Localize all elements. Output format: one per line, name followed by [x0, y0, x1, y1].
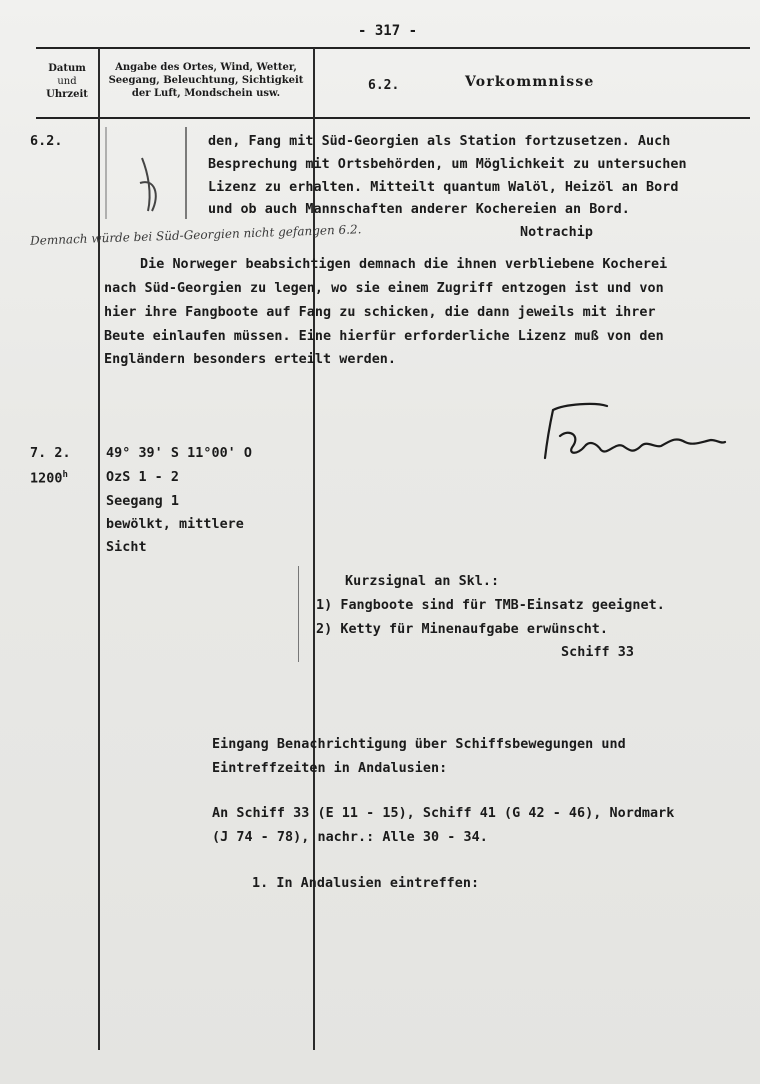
header-top-rule	[36, 47, 750, 49]
handwritten-note: Demnach würde bei Süd-Georgien nicht gefangen 6.2.	[29, 222, 362, 248]
header-datum-cell	[38, 62, 96, 101]
entry1-para2-line3: hier ihre Fangboote auf Fang zu schicken, die dann jeweils mit ihrer	[104, 305, 656, 320]
header-angabe-line2: Seegang, Beleuchtung, Sichtigkeit	[108, 75, 304, 86]
signal-item-2: 2) Ketty für Minenaufgabe erwünscht.	[316, 622, 609, 637]
entry1-line3: Lizenz zu erhalten. Mitteilt quantum Walöl, Heizöl an Bord	[208, 180, 679, 195]
entry2-time: 1200	[30, 471, 63, 487]
signal-margin-line	[298, 566, 299, 662]
entry2-weather-4: bewölkt, mittlere	[106, 517, 244, 532]
entry2-date: 7. 2.	[30, 446, 71, 461]
column-divider-2	[313, 48, 315, 1050]
entry2-time-sup: h	[62, 470, 68, 480]
message-line-5: 1. In Andalusien eintreffen:	[252, 876, 480, 891]
signal-sender: Schiff 33	[561, 645, 635, 660]
entry1-note-right: Notrachip	[520, 225, 594, 240]
entry1-line4: und ob auch Mannschaften anderer Kochereien an Bord.	[208, 202, 630, 217]
entry2-time-wrap	[30, 470, 68, 486]
entry1-line1: den, Fang mit Süd-Georgien als Station fortzusetzen. Auch	[208, 134, 671, 149]
message-line-1: Eingang Benachrichtigung über Schiffsbewegungen und	[212, 737, 626, 752]
entry1-para2-line4: Beute einlaufen müssen. Eine hierfür erforderliche Lizenz muß von den	[104, 329, 664, 344]
signal-item-1: 1) Fangboote sind für TMB-Einsatz geeignet.	[316, 598, 665, 613]
margin-bracket-mark	[100, 123, 195, 223]
signal-title: Kurzsignal an Skl.:	[345, 574, 500, 589]
entry1-para2-line2: nach Süd-Georgien zu legen, wo sie einem Zugriff entzogen ist und von	[104, 281, 664, 296]
message-line-3: An Schiff 33 (E 11 - 15), Schiff 41 (G 42 - 46), Nordmark	[212, 806, 675, 821]
message-line-2: Eintreffzeiten in Andalusien:	[212, 761, 448, 776]
message-line-4: (J 74 - 78), nachr.: Alle 30 - 34.	[212, 830, 488, 845]
entry2-weather-1: 49° 39' S 11°00' O	[106, 446, 253, 461]
entry2-weather-2: OzS 1 - 2	[106, 470, 180, 485]
signature	[515, 396, 735, 471]
header-angabe-line3: der Luft, Mondschein usw.	[131, 88, 281, 99]
entry1-para2-line5: Engländern besonders erteilt werden.	[104, 352, 397, 367]
header-date: 6.2.	[368, 78, 400, 93]
header-datum: Datum	[48, 63, 86, 74]
header-bottom-rule	[36, 117, 750, 119]
header-angabe-cell	[101, 61, 311, 100]
header-uhrzeit: Uhrzeit	[46, 89, 88, 100]
entry1-date: 6.2.	[30, 134, 63, 149]
entry2-weather-5: Sicht	[106, 540, 147, 555]
page-number: - 317 -	[358, 23, 418, 39]
header-und: und	[57, 76, 77, 87]
header-title: Vorkommnisse	[465, 74, 595, 90]
entry2-weather-3: Seegang 1	[106, 494, 180, 509]
entry1-line2: Besprechung mit Ortsbehörden, um Möglichkeit zu untersuchen	[208, 157, 687, 172]
entry1-para2-line1: Die Norweger beabsichtigen demnach die ihnen verbliebene Kocherei	[140, 257, 668, 272]
header-angabe-line1: Angabe des Ortes, Wind, Wetter,	[115, 62, 297, 73]
